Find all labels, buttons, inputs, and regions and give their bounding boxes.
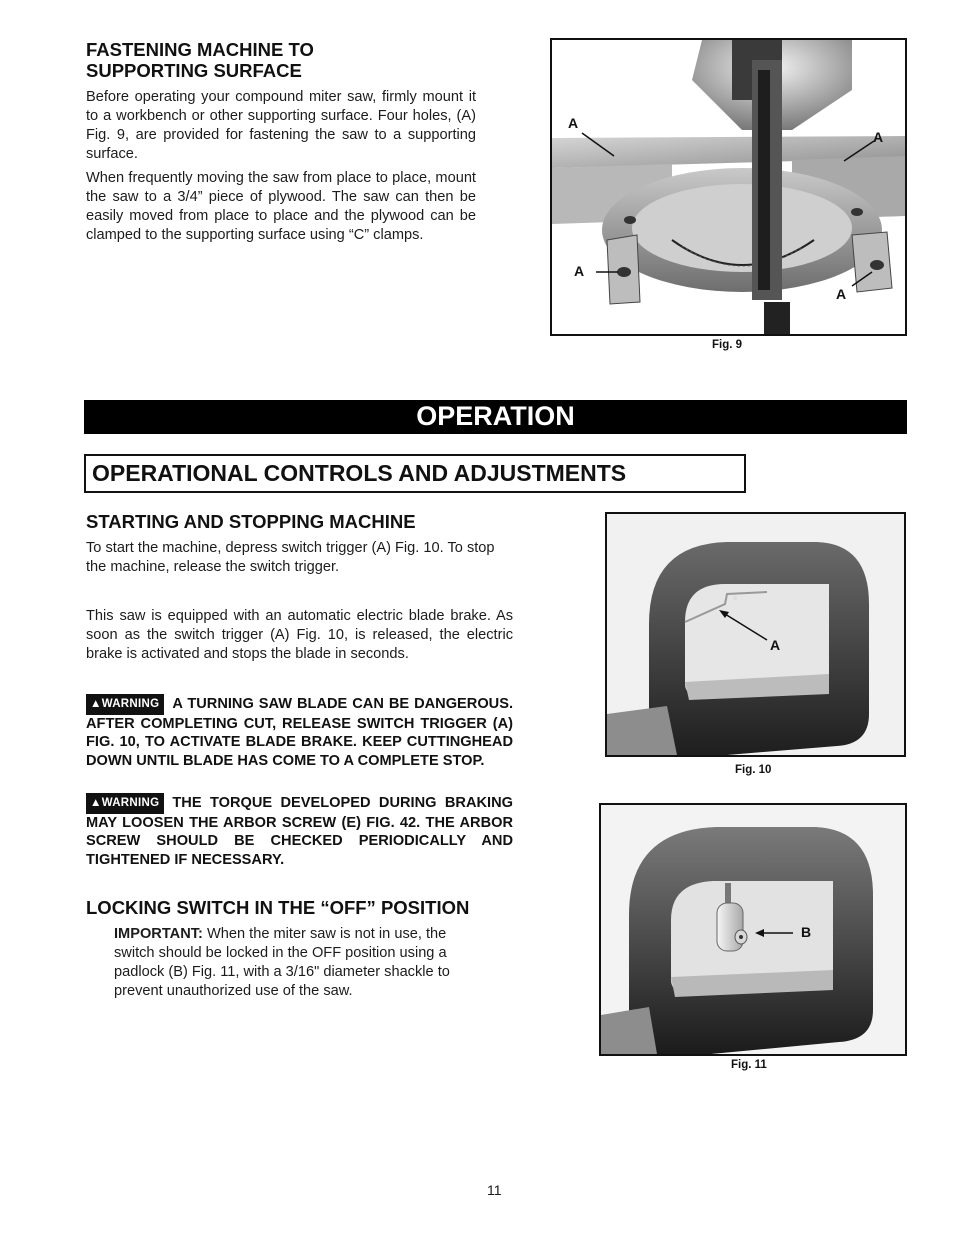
operational-controls-heading: OPERATIONAL CONTROLS AND ADJUSTMENTS [84,454,746,493]
fig11-image [599,803,907,1056]
fastening-heading-line2: SUPPORTING SURFACE [86,60,302,81]
miter-saw-base-illustration [552,40,905,334]
fig9-image [550,38,907,336]
locking-text: When the miter saw is not in use, the switch should be locked in the OFF position using a padlock (B) Fig. 11, with a 3/16" diameter shackle to prevent unauthorized use of the saw. [114,926,450,999]
fig9-label-a-bottom-left: A [574,263,585,279]
operation-banner: OPERATION [84,400,907,434]
starting-paragraph-2: This saw is equipped with an automatic electric blade brake. As soon as the switch trigger (A) Fig. 10, is released, the electric brake is activated and stops the blade in seconds. [86,608,513,662]
warning-triangle-icon: ▲ [90,698,102,710]
warning-block-2 [86,793,513,869]
warning-block-1 [86,694,513,770]
fig10-label-a: A [770,637,781,653]
starting-paragraph-1: To start the machine, depress switch trigger (A) Fig. 10. To stop the machine, release the switch trigger. [86,540,495,575]
fastening-paragraph-1: Before operating your compound miter saw, firmly mount it to a workbench or other supporting surface. Four holes, (A) Fig. 9, are provided for fastening the saw to a supporting surface. [86,89,476,162]
fig9-caption: Fig. 9 [712,339,743,351]
warning-text-2: THE TORQUE DEVELOPED DURING BRAKING MAY LOOSEN THE ARBOR SCREW (E) FIG. 42. THE ARBOR SCREW SHOULD BE CHECKED PERIODICALLY AND TIGHTENED IF NECESSARY. [86,795,513,868]
warning-badge: ▲WARNING [86,694,164,715]
starting-stopping-heading: STARTING AND STOPPING MACHINE [86,511,416,532]
warning-badge: ▲WARNING [86,793,164,814]
fastening-heading-line1: FASTENING MACHINE TO [86,39,314,60]
fig9-label-a-top-right: A [873,129,884,145]
fig10-image [605,512,906,757]
locking-switch-heading: LOCKING SWITCH IN THE “OFF” POSITION [86,897,470,918]
fig9-label-a-top-left: A [568,115,579,131]
padlocked-handle-illustration [601,805,905,1054]
warning-triangle-icon: ▲ [90,797,102,809]
important-label: IMPORTANT: [114,926,203,942]
fastening-heading [86,39,486,81]
warning-text-1: A TURNING SAW BLADE CAN BE DANGEROUS. AFTER COMPLETING CUT, RELEASE SWITCH TRIGGER (A) FIG. 10, TO ACTIVATE BLADE BRAKE. KEEP CUTTINGHEAD DOWN UNTIL BLADE HAS COME TO A COMPLETE STOP. [86,696,513,769]
page-number: 11 [487,1182,502,1198]
switch-handle-illustration [607,514,904,755]
fastening-paragraph-2: When frequently moving the saw from place to place, mount the saw to a 3/4” piece of plywood. The saw can then be easily moved from place to place and the plywood can be clamped to the supporting surface using “C” clamps. [86,170,476,243]
fig11-caption: Fig. 11 [731,1059,767,1071]
fig11-label-b: B [801,924,812,940]
fig9-label-a-bottom-right: A [836,286,847,302]
locking-paragraph [114,925,485,1001]
fig10-caption: Fig. 10 [735,764,772,776]
